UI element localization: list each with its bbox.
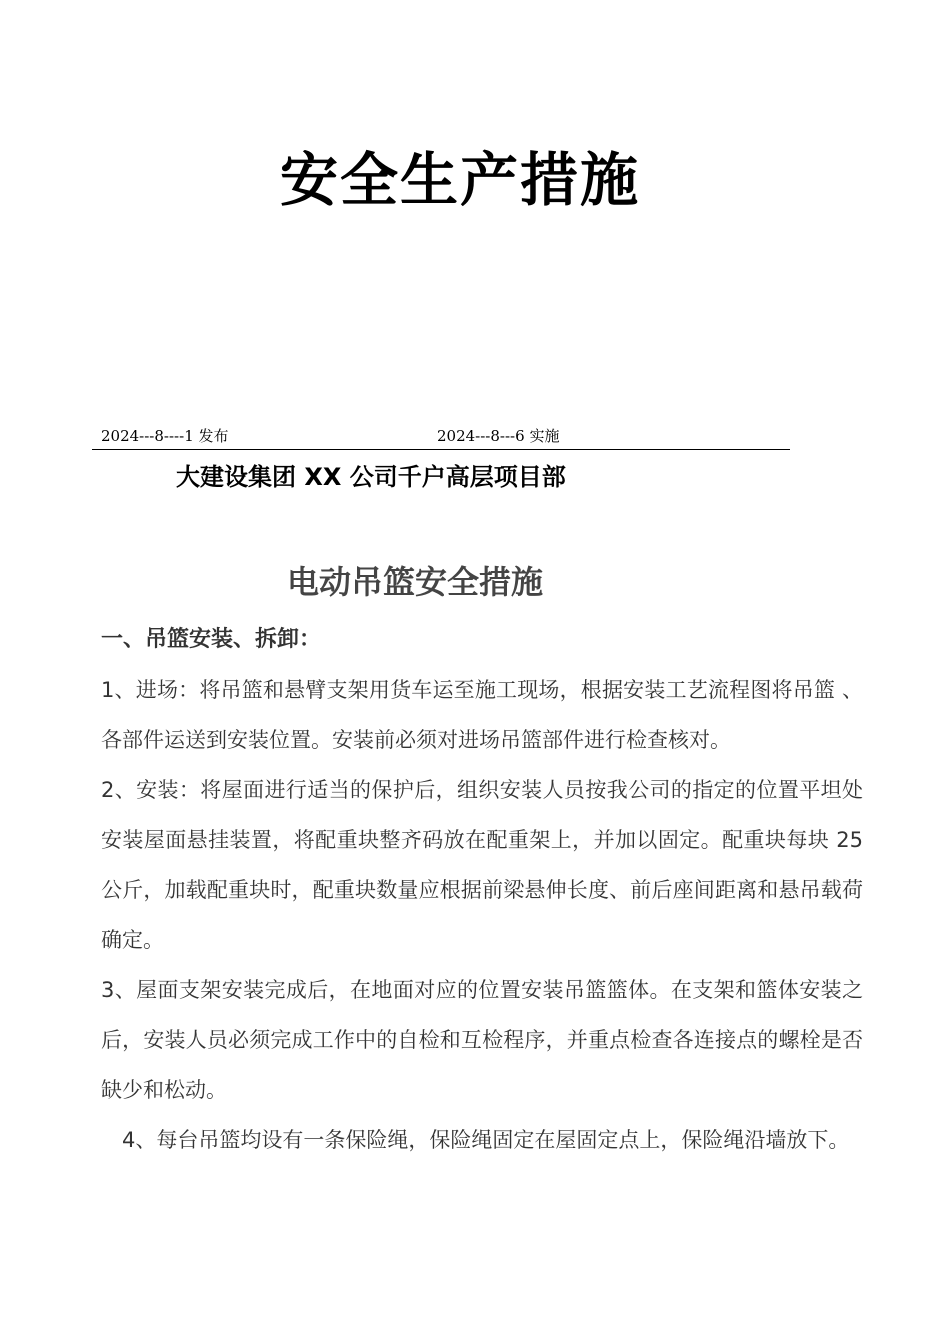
divider-line bbox=[92, 449, 790, 450]
paragraph-3: 3、屋面支架安装完成后，在地面对应的位置安装吊篮篮体。在支架和篮体安装之后，安装人员必须完成工作中的自检和互检程序，并重点检查各连接点的螺栓是否缺少和松动。 bbox=[101, 978, 863, 1102]
implement-date: 2024---8---6 实施 bbox=[437, 427, 560, 445]
document-body bbox=[101, 665, 863, 1165]
organization-name: 大建设集团 XX 公司千户高层项目部 bbox=[176, 463, 566, 491]
paragraph-2: 2、安装：将屋面进行适当的保护后，组织安装人员按我公司的指定的位置平坦处安装屋面悬挂装置，将配重块整齐码放在配重架上，并加以固定。配重块每块 25 公斤，加载配重块时，配重块数量应根据前梁悬伸长度、前后座间距离和悬吊载荷确定。 bbox=[101, 778, 863, 952]
paragraph-1: 1、进场：将吊篮和悬臂支架用货车运至施工现场，根据安装工艺流程图将吊篮 、各部件运送到安装位置。安装前必须对进场吊篮部件进行检查核对。 bbox=[101, 678, 863, 752]
section-heading: 一、吊篮安装、拆卸： bbox=[101, 627, 322, 652]
paragraph-4: 4、每台吊篮均设有一条保险绳，保险绳固定在屋固定点上，保险绳沿墙放下。 bbox=[122, 1128, 850, 1152]
publish-date: 2024---8----1 发布 bbox=[101, 427, 229, 445]
cover-title: 安全生产措施 bbox=[279, 146, 640, 214]
document-title: 电动吊篮安全措施 bbox=[286, 563, 543, 601]
